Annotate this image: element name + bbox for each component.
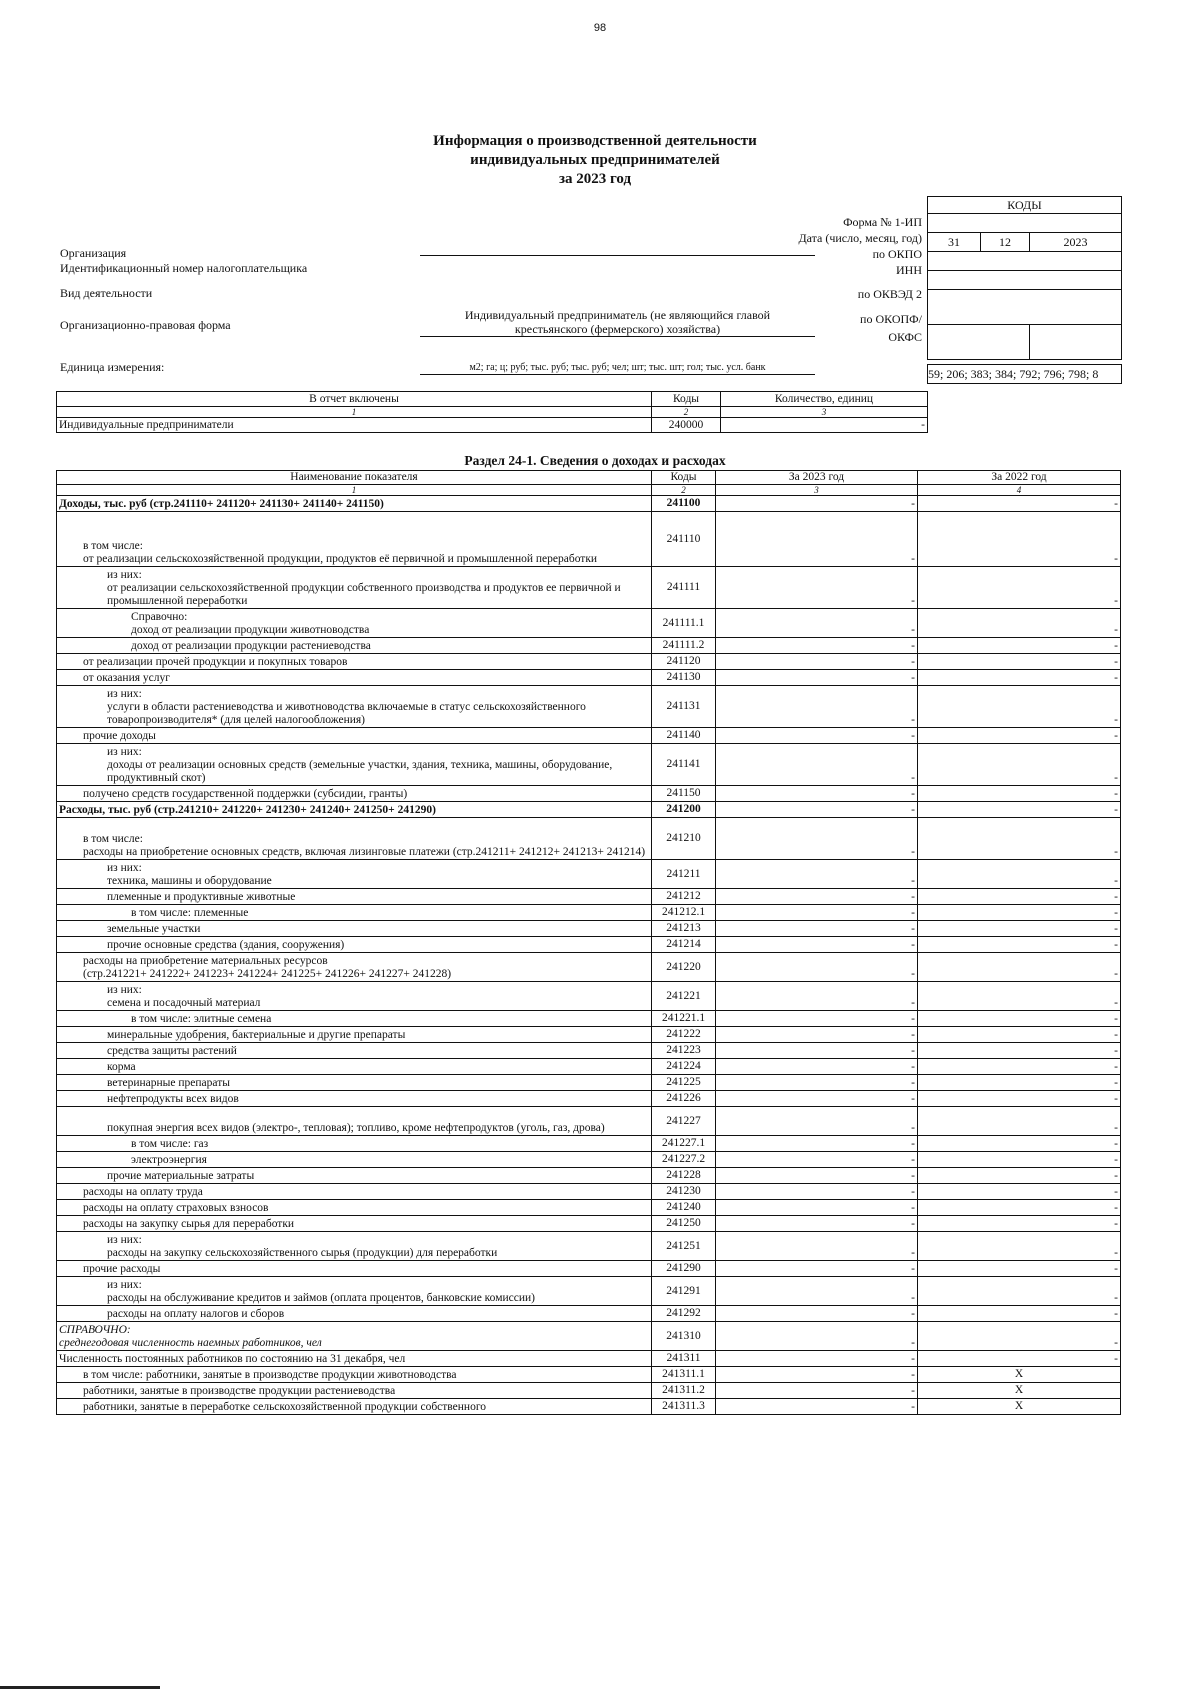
row-name: племенные и продуктивные животные [57,889,652,905]
row-value-2023[interactable]: - [716,512,918,567]
row-code: 241227.2 [652,1152,716,1168]
row-value-2022[interactable]: - [918,1027,1121,1043]
row-code: 241227.1 [652,1136,716,1152]
included-row-qty[interactable]: - [721,418,928,433]
row-value-2023[interactable]: - [716,1136,918,1152]
row-code: 241220 [652,953,716,982]
row-value-2022[interactable]: - [918,889,1121,905]
document-title [330,132,860,189]
date-day[interactable]: 31 [928,233,981,252]
row-value-2022[interactable]: - [918,982,1121,1011]
row-value-2023[interactable]: - [716,1091,918,1107]
row-name: в том числе: газ [57,1136,652,1152]
row-value-2022[interactable]: - [918,744,1121,786]
row-name: из них: семена и посадочный материал [57,982,652,1011]
row-name: корма [57,1059,652,1075]
okfs-label: ОКФС [888,330,922,344]
row-value-2022[interactable]: - [918,818,1121,860]
table-row [57,937,1121,953]
row-name: Расходы, тыс. руб (стр.241210+ 241220+ 241230+ 241240+ 241250+ 241290) [57,802,652,818]
row-value-2022[interactable]: - [918,654,1121,670]
row-value-2022[interactable]: - [918,1136,1121,1152]
row-value-2022[interactable]: - [918,512,1121,567]
row-value-2022[interactable]: - [918,1322,1121,1351]
row-code: 241111 [652,567,716,609]
row-value-2022[interactable]: - [918,686,1121,728]
table-row [57,670,1121,686]
row-code: 241150 [652,786,716,802]
row-value-2023[interactable]: - [716,1107,918,1136]
row-name: работники, занятые в переработке сельскохозяйственной продукции собственного [57,1399,652,1415]
row-name: из них: услуги в области растениеводства и животноводства включаемые в статус сельскохозяйственного товаропроизводителя* (для целей налогообложения) [57,686,652,728]
row-value-2023[interactable]: - [716,1261,918,1277]
row-value-2022[interactable]: - [918,567,1121,609]
inn-label: ИНН [896,263,922,277]
table-row [57,1261,1121,1277]
row-value-2022[interactable]: - [918,1216,1121,1232]
row-code: 241120 [652,654,716,670]
section-title: Раздел 24-1. Сведения о доходах и расходах [464,453,726,468]
row-code: 241290 [652,1261,716,1277]
row-value-2023[interactable]: - [716,937,918,953]
row-name: в том числе: работники, занятые в производстве продукции животноводства [57,1367,652,1383]
col-index-2: 2 [652,485,716,496]
okved-cell[interactable] [928,290,1122,325]
row-value-2023[interactable]: - [716,802,918,818]
row-value-2022[interactable]: X [918,1367,1121,1383]
row-value-2022[interactable]: - [918,670,1121,686]
included-table [56,391,928,433]
row-value-2022[interactable]: - [918,1043,1121,1059]
table-row [57,889,1121,905]
row-value-2022[interactable]: - [918,496,1121,512]
codes-title: КОДЫ [928,197,1122,214]
row-name: расходы на оплату страховых взносов [57,1200,652,1216]
legal-form-value [420,308,815,337]
table-row [57,786,1121,802]
table-row [57,921,1121,937]
row-name: из них: расходы на закупку сельскохозяйственного сырья (продукции) для переработки [57,1232,652,1261]
title-line-3: за 2023 год [558,171,632,187]
col-index-3: 3 [716,485,918,496]
table-row [57,1383,1121,1399]
row-value-2023[interactable]: - [716,1075,918,1091]
row-value-2023[interactable]: - [716,1043,918,1059]
row-name: минеральные удобрения, бактериальные и другие препараты [57,1027,652,1043]
row-code: 241310 [652,1322,716,1351]
row-code: 241292 [652,1306,716,1322]
row-value-2023[interactable]: - [716,1232,918,1261]
income-expense-table [56,470,1121,1415]
row-value-2022[interactable]: - [918,1168,1121,1184]
row-code: 241240 [652,1200,716,1216]
table-row [57,1184,1121,1200]
row-value-2023[interactable]: - [716,609,918,638]
row-code: 241212.1 [652,905,716,921]
row-name: Справочно: доход от реализации продукции животноводства [57,609,652,638]
unit-value: м2; га; ц; руб; тыс. руб; тыс. руб; чел; шт; тыс. шт; гол; тыс. усл. банк [420,361,815,375]
col-header-2022: За 2022 год [918,471,1121,485]
row-value-2022[interactable]: - [918,728,1121,744]
date-label: Дата (число, месяц, год) [798,231,922,245]
row-name: из них: расходы на обслуживание кредитов и займов (оплата процентов, банковские комиссии) [57,1277,652,1306]
row-value-2023[interactable]: - [716,670,918,686]
row-name: в том числе: элитные семена [57,1011,652,1027]
row-name: из них: техника, машины и оборудование [57,860,652,889]
included-row-code: 240000 [652,418,721,433]
row-code: 241230 [652,1184,716,1200]
row-code: 241311 [652,1351,716,1367]
row-value-2022[interactable]: X [918,1399,1121,1415]
table-row [57,744,1121,786]
row-value-2023[interactable]: - [716,1277,918,1306]
unit-label: Единица измерения: [60,360,165,374]
row-code: 241111.1 [652,609,716,638]
row-value-2023[interactable]: - [716,567,918,609]
row-name: электроэнергия [57,1152,652,1168]
row-name: из них: от реализации сельскохозяйственной продукции собственного производства и продуктов ее первичной и промышленной переработки [57,567,652,609]
table-row [57,567,1121,609]
table-row [57,1306,1121,1322]
legal-form-label: Организационно-правовая форма [60,318,231,332]
row-code: 241210 [652,818,716,860]
row-name: из них: доходы от реализации основных средств (земельные участки, здания, техника, машины, оборудование, продуктивный скот) [57,744,652,786]
col-header-code: Коды [652,471,716,485]
row-name: земельные участки [57,921,652,937]
table-row [57,654,1121,670]
row-value-2022[interactable]: - [918,1351,1121,1367]
table-row [57,1168,1121,1184]
row-name: прочие основные средства (здания, сооружения) [57,937,652,953]
table-row [57,818,1121,860]
row-value-2023[interactable]: - [716,1011,918,1027]
row-name: нефтепродукты всех видов [57,1091,652,1107]
row-code: 241311.3 [652,1399,716,1415]
row-value-2022[interactable]: - [918,1107,1121,1136]
row-value-2023[interactable]: - [716,1306,918,1322]
table-row [57,609,1121,638]
row-value-2022[interactable]: - [918,1306,1121,1322]
row-code: 241130 [652,670,716,686]
row-value-2022[interactable]: - [918,609,1121,638]
row-value-2023[interactable]: - [716,1184,918,1200]
col-index-4: 4 [918,485,1121,496]
table-row [57,1091,1121,1107]
row-value-2023[interactable]: - [716,786,918,802]
included-index-2: 2 [652,407,721,418]
row-value-2023[interactable]: - [716,1322,918,1351]
table-row [57,982,1121,1011]
table-row [57,1216,1121,1232]
table-row [57,1322,1121,1351]
activity-label: Вид деятельности [60,286,153,300]
title-line-2: индивидуальных предпринимателей [470,152,720,168]
row-code: 241224 [652,1059,716,1075]
row-value-2022[interactable]: - [918,953,1121,982]
table-row [57,496,1121,512]
table-row [57,905,1121,921]
row-name: в том числе: племенные [57,905,652,921]
col-header-2023: За 2023 год [716,471,918,485]
row-value-2022[interactable]: - [918,802,1121,818]
row-value-2022[interactable]: - [918,937,1121,953]
row-value-2022[interactable]: - [918,1091,1121,1107]
row-value-2022[interactable]: - [918,1011,1121,1027]
row-code: 241251 [652,1232,716,1261]
row-value-2023[interactable]: - [716,1200,918,1216]
table-row [57,638,1121,654]
row-name: прочие материальные затраты [57,1168,652,1184]
table-row [57,1027,1121,1043]
row-value-2022[interactable]: X [918,1383,1121,1399]
included-index-3: 3 [721,407,928,418]
table-row [57,1043,1121,1059]
row-name: прочие доходы [57,728,652,744]
row-code: 241311.1 [652,1367,716,1383]
okopf-cell[interactable] [928,325,1030,360]
row-value-2023[interactable]: - [716,654,918,670]
row-name: от оказания услуг [57,670,652,686]
table-row [57,1011,1121,1027]
included-header-qty: Количество, единиц [721,392,928,407]
row-code: 241227 [652,1107,716,1136]
row-code: 241291 [652,1277,716,1306]
row-value-2023[interactable]: - [716,905,918,921]
table-row [57,860,1121,889]
row-value-2023[interactable]: - [716,860,918,889]
table-row [57,1367,1121,1383]
row-value-2022[interactable]: - [918,1075,1121,1091]
row-value-2022[interactable]: - [918,786,1121,802]
row-value-2023[interactable]: - [716,1367,918,1383]
row-value-2022[interactable]: - [918,1277,1121,1306]
row-value-2023[interactable]: - [716,496,918,512]
row-name: СПРАВОЧНО: среднегодовая численность наемных работников, чел [57,1322,652,1351]
row-code: 241225 [652,1075,716,1091]
row-code: 241141 [652,744,716,786]
included-header-name: В отчет включены [57,392,652,407]
row-value-2023[interactable]: - [716,889,918,905]
col-index-1: 1 [57,485,652,496]
row-value-2023[interactable]: - [716,818,918,860]
okpo-label: по ОКПО [872,247,922,261]
row-code: 241228 [652,1168,716,1184]
row-code: 241212 [652,889,716,905]
row-name: Численность постоянных работников по состоянию на 31 декабря, чел [57,1351,652,1367]
row-value-2022[interactable]: - [918,921,1121,937]
date-year[interactable]: 2023 [1030,233,1122,252]
inn-full-label: Идентификационный номер налогоплательщика [60,261,308,275]
row-name: покупная энергия всех видов (электро-, тепловая); топливо, кроме нефтепродуктов (уголь, газ, дрова) [57,1107,652,1136]
row-value-2022[interactable]: - [918,638,1121,654]
codes-box [927,196,1122,384]
row-name: расходы на приобретение материальных ресурсов (стр.241221+ 241222+ 241223+ 241224+ 241225+ 241226+ 241227+ 241228) [57,953,652,982]
table-row [57,1232,1121,1261]
footer-line [0,1686,160,1689]
row-name: расходы на оплату труда [57,1184,652,1200]
row-value-2023[interactable]: - [716,1152,918,1168]
row-value-2023[interactable]: - [716,686,918,728]
row-code: 241111.2 [652,638,716,654]
form-label: Форма № 1-ИП [843,215,922,229]
form-code-cell[interactable] [928,214,1122,233]
row-name: в том числе: расходы на приобретение основных средств, включая лизинговые платежи (стр.241211+ 241212+ 241213+ 241214) [57,818,652,860]
row-code: 241140 [652,728,716,744]
table-row [57,728,1121,744]
included-row-name: Индивидуальные предприниматели [57,418,652,433]
row-code: 241221.1 [652,1011,716,1027]
row-name: в том числе: от реализации сельскохозяйственной продукции, продуктов её первичной и промышленной переработки [57,512,652,567]
row-name: от реализации прочей продукции и покупных товаров [57,654,652,670]
row-code: 241131 [652,686,716,728]
inn-cell[interactable] [928,271,1122,290]
okfs-cell[interactable] [1030,325,1122,360]
table-row [57,1152,1121,1168]
row-value-2022[interactable]: - [918,1059,1121,1075]
table-row [57,1075,1121,1091]
legal-form-value-line-1: Индивидуальный предприниматель (не являющийся главой [464,308,771,322]
row-code: 241226 [652,1091,716,1107]
row-value-2022[interactable]: - [918,1184,1121,1200]
row-value-2022[interactable]: - [918,905,1121,921]
table-row [57,802,1121,818]
row-value-2022[interactable]: - [918,860,1121,889]
table-row [57,1277,1121,1306]
table-row [57,953,1121,982]
table-row [57,686,1121,728]
row-value-2023[interactable]: - [716,1351,918,1367]
row-name: прочие расходы [57,1261,652,1277]
table-row [57,1136,1121,1152]
okved-label: по ОКВЭД 2 [857,287,922,301]
row-code: 241222 [652,1027,716,1043]
table-row [57,1200,1121,1216]
row-value-2023[interactable]: - [716,1027,918,1043]
row-value-2023[interactable]: - [716,1399,918,1415]
page-number: 98 [593,22,607,34]
row-value-2023[interactable]: - [716,1059,918,1075]
included-header-code: Коды [652,392,721,407]
okpo-cell[interactable] [928,252,1122,271]
row-value-2022[interactable]: - [918,1200,1121,1216]
row-code: 241214 [652,937,716,953]
row-value-2023[interactable]: - [716,921,918,937]
organization-field[interactable] [420,254,815,256]
row-value-2023[interactable]: - [716,982,918,1011]
unit-codes: 59; 206; 383; 384; 792; 796; 798; 8 [928,365,1122,384]
table-row [57,512,1121,567]
row-value-2023[interactable]: - [716,953,918,982]
row-name: доход от реализации продукции растениеводства [57,638,652,654]
row-name: ветеринарные препараты [57,1075,652,1091]
included-index-1: 1 [57,407,652,418]
row-value-2022[interactable]: - [918,1261,1121,1277]
legal-form-value-line-2: крестьянского (фермерского) хозяйства) [420,322,815,337]
row-name: расходы на оплату налогов и сборов [57,1306,652,1322]
table-row [57,1351,1121,1367]
date-month[interactable]: 12 [981,233,1030,252]
row-value-2023[interactable]: - [716,1216,918,1232]
row-value-2023[interactable]: - [716,1168,918,1184]
col-header-name: Наименование показателя [57,471,652,485]
row-code: 241250 [652,1216,716,1232]
row-code: 241200 [652,802,716,818]
title-line-1: Информация о производственной деятельности [433,133,757,149]
row-code: 241211 [652,860,716,889]
row-code: 241110 [652,512,716,567]
row-code: 241100 [652,496,716,512]
row-value-2023[interactable]: - [716,744,918,786]
okopf-label: по ОКОПФ/ [860,312,922,326]
row-value-2023[interactable]: - [716,638,918,654]
row-code: 241223 [652,1043,716,1059]
row-name: Доходы, тыс. руб (стр.241110+ 241120+ 241130+ 241140+ 241150) [57,496,652,512]
row-code: 241311.2 [652,1383,716,1399]
row-value-2023[interactable]: - [716,1383,918,1399]
row-name: расходы на закупку сырья для переработки [57,1216,652,1232]
row-name: работники, занятые в производстве продукции растениеводства [57,1383,652,1399]
organization-label: Организация [60,246,127,260]
row-name: средства защиты растений [57,1043,652,1059]
row-code: 241221 [652,982,716,1011]
table-row [57,1107,1121,1136]
row-value-2022[interactable]: - [918,1152,1121,1168]
row-name: получено средств государственной поддержки (субсидии, гранты) [57,786,652,802]
table-row [57,1399,1121,1415]
row-code: 241213 [652,921,716,937]
row-value-2023[interactable]: - [716,728,918,744]
row-value-2022[interactable]: - [918,1232,1121,1261]
table-row [57,1059,1121,1075]
